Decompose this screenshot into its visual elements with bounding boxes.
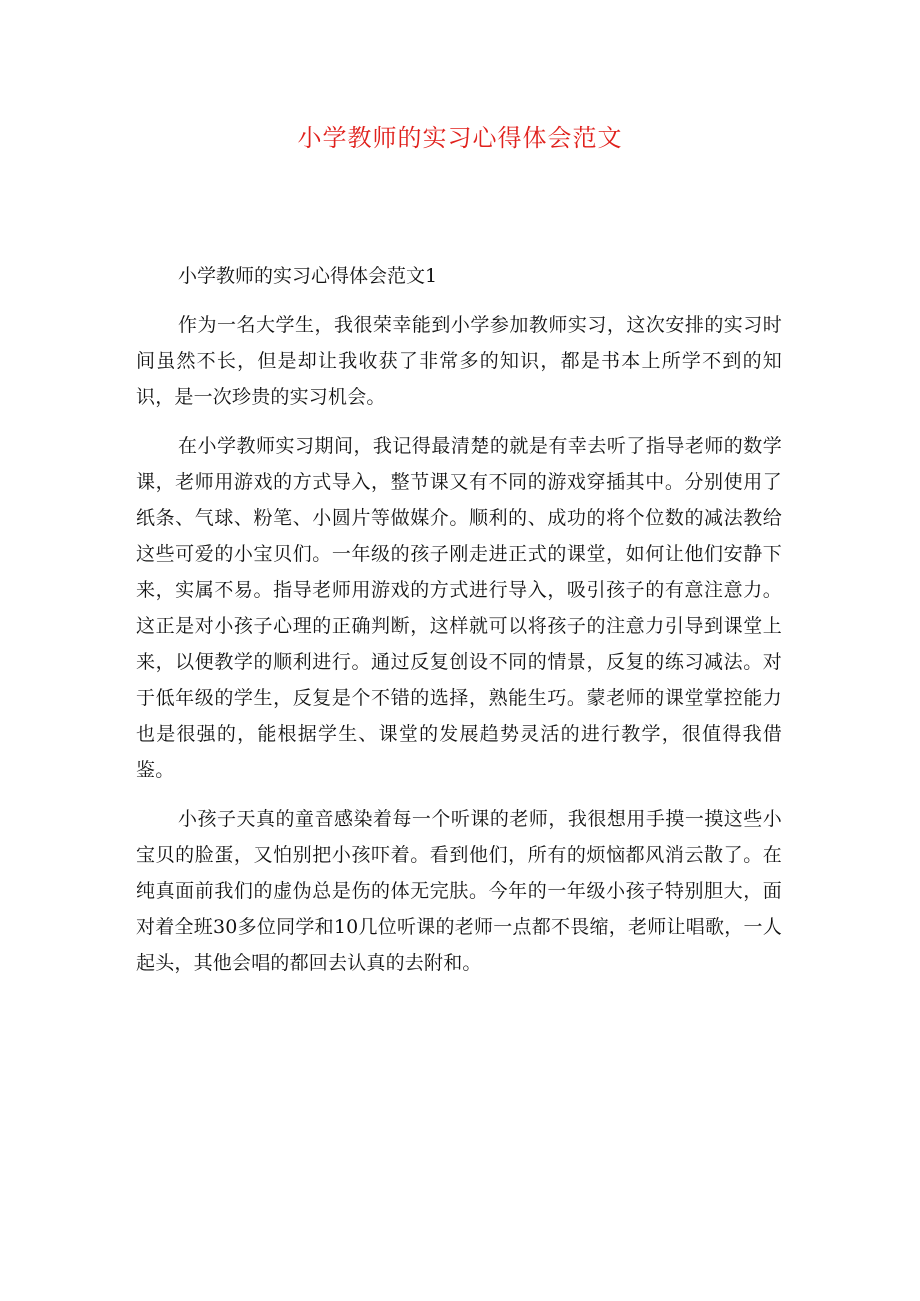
document-body	[136, 258, 782, 994]
paragraph-2: 在小学教师实习期间，我记得最清楚的就是有幸去听了指导老师的数学课，老师用游戏的方式导入，整节课又有不同的游戏穿插其中。分别使用了纸条、气球、粉笔、小圆片等做媒介。顺利的、成功的将个位数的减法教给这些可爱的小宝贝们。一年级的孩子刚走进正式的课堂，如何让他们安静下来，实属不易。指导老师用游戏的方式进行导入，吸引孩子的有意注意力。这正是对小孩子心理的正确判断，这样就可以将孩子的注意力引导到课堂上来，以便教学的顺利进行。通过反复创设不同的情景，反复的练习减法。对于低年级的学生，反复是个不错的选择，熟能生巧。蒙老师的课堂掌控能力也是很强的，能根据学生、课堂的发展趋势灵活的进行教学，很值得我借鉴。	[136, 435, 782, 781]
document-title: 小学教师的实习心得体会范文	[297, 124, 623, 152]
section-heading: 小学教师的实习心得体会范文1	[178, 265, 438, 287]
paragraph-1: 作为一名大学生，我很荣幸能到小学参加教师实习，这次安排的实习时间虽然不长，但是却让我收获了非常多的知识，都是书本上所学不到的知识，是一次珍贵的实习机会。	[136, 314, 782, 408]
paragraph-3: 小孩子天真的童音感染着每一个听课的老师，我很想用手摸一摸这些小宝贝的脸蛋，又怕别把小孩吓着。看到他们，所有的烦恼都风消云散了。在纯真面前我们的虚伪总是伤的体无完肤。今年的一年级小孩子特别胆大，面对着全班30多位同学和10几位听课的老师一点都不畏缩，老师让唱歌，一人起头，其他会唱的都回去认真的去附和。	[136, 808, 782, 974]
